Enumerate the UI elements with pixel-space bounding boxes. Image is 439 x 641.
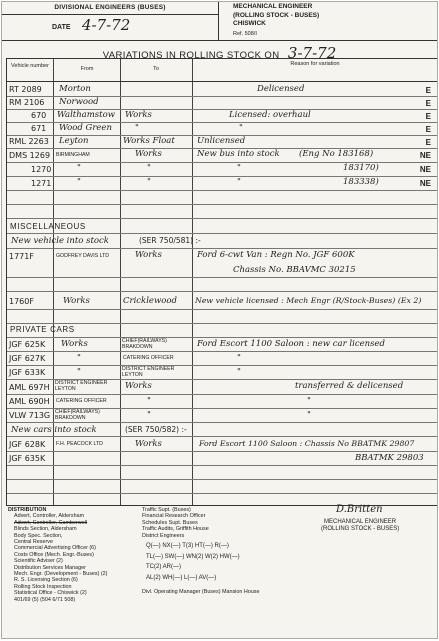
list-item: Scientific Adviser (2)	[14, 558, 63, 565]
vehicle-number: AML 697H	[9, 383, 50, 392]
reason-cell: "	[237, 367, 241, 377]
list-item: Blinds Section, Aldersham	[14, 526, 77, 533]
mark-cell: E	[425, 138, 431, 147]
to-cell: "	[135, 123, 139, 133]
signature: D.Britten	[336, 504, 383, 515]
from-cell: CHIEF(RAILWAYS) BRAKDOWN	[55, 409, 100, 421]
reason-cell: transferred & delicensed	[295, 381, 404, 391]
header-right-line3: CHISWICK	[233, 20, 266, 27]
from-cell: Walthamstow	[57, 110, 115, 120]
from-cell: DISTRICT ENGINEER LEYTON	[55, 380, 108, 392]
vehicle-number: JGF 633K	[9, 368, 46, 377]
title-date: 3-7-72	[287, 44, 337, 62]
document-page	[1, 1, 438, 639]
vehicle-number: RML 2263	[9, 137, 49, 146]
list-item: Distribution Services Manager	[14, 564, 86, 571]
reason-cell: Licensed: overhaul	[229, 110, 311, 120]
list-item: 401/69 (5) (504 6/71 508)	[14, 596, 76, 603]
to-cell: Works	[135, 439, 162, 449]
misc-heading: MISCELLANEOUS	[10, 222, 86, 231]
to-cell: Works	[125, 381, 152, 391]
list-item: Central Reserve	[14, 539, 53, 546]
from-cell: GODFREY DAVIS LTD	[56, 253, 110, 259]
to-cell: Works	[135, 149, 162, 159]
from-cell: Leyton	[59, 136, 89, 146]
from-cell: Works	[63, 296, 90, 306]
distribution-list	[8, 507, 107, 603]
reason-cell: Ford 6-cwt Van : Regn No. JGF 600K	[197, 250, 355, 260]
vehicle-number: RM 2106	[9, 98, 45, 107]
reason-cell: New bus into stock	[197, 149, 280, 159]
header-right-line2: (ROLLING STOCK - BUSES)	[233, 12, 320, 19]
reason-cell: "	[307, 410, 311, 420]
reason-cell: BBATMK 29803	[355, 453, 424, 463]
vehicle-number: 671	[31, 124, 47, 133]
vehicle-number: 1271	[31, 179, 52, 188]
reason-cell: Ford Escort 1100 Saloon : Chassis No BBATMK 29807	[199, 439, 415, 448]
mark-cell: E	[425, 86, 431, 95]
vehicle-number: JGF 628K	[9, 440, 46, 449]
reason-cell: New vehicle licensed : Mech Engr (R/Stock-Buses) (Ex 2)	[195, 296, 422, 305]
to-cell: DISTRICT ENGINEER LEYTON	[122, 366, 175, 378]
list-item: Advert, Controller, Aldersham	[14, 513, 85, 520]
list-item: Mech. Engr. (Development - Buses) (2)	[14, 571, 108, 578]
reason-cell: "	[239, 123, 243, 133]
list-item: Statistical Office - Chiswick (2)	[14, 590, 87, 597]
list-item: Rolling Stock Inspection	[14, 583, 72, 590]
signature-title: MECHANICAL ENGINEER	[324, 519, 397, 525]
from-cell: "	[77, 163, 81, 173]
header-right	[219, 2, 437, 41]
to-cell: CATERING OFFICER	[123, 355, 174, 361]
dept-title: DIVISIONAL ENGINEERS (BUSES)	[54, 4, 166, 11]
col-vehicle: Vehicle number	[11, 63, 49, 69]
to-cell: CHIEF(RAILWAYS) BRAKDOWN	[122, 338, 167, 350]
private-heading: PRIVATE CARS	[10, 325, 75, 334]
from-cell: BIRMINGHAM	[56, 152, 90, 158]
list-item: Advert, Controller, Camberwell	[14, 519, 88, 526]
from-cell: Morton	[59, 84, 91, 94]
from-cell: "	[77, 353, 81, 363]
from-cell: F.H. PEACOCK LTD	[56, 441, 103, 447]
vehicle-number: 1771F	[9, 252, 34, 261]
list-item: District Engineers	[142, 532, 185, 539]
to-cell: Works	[135, 250, 162, 260]
table-header	[7, 59, 437, 82]
private-ser: (SER 750/582) :-	[125, 425, 187, 434]
from-cell: "	[77, 177, 81, 187]
list-item: R. S. Licensing Section (6)	[14, 577, 78, 584]
list-item: Traffic Supt. (Buses)	[142, 507, 191, 513]
code-line: TC(2) AR(—)	[146, 564, 181, 570]
vehicle-number: 670	[31, 111, 47, 120]
mark-cell: E	[425, 99, 431, 108]
col-from: From	[80, 66, 94, 72]
reason-cell: "	[237, 163, 241, 173]
to-cell: "	[147, 163, 151, 173]
reason-cell: "	[307, 396, 311, 406]
code-line: Q(—) NX(—) T(3) HT(—) R(—)	[146, 543, 229, 549]
header-left	[2, 2, 219, 41]
mark-cell: NE	[419, 165, 431, 174]
engine-number: 183338)	[343, 177, 379, 187]
reason-cell: Unlicensed	[197, 136, 246, 146]
from-cell: Works	[61, 339, 88, 349]
list-item: Financial Research Officer	[142, 513, 206, 520]
header-right-line1: MECHANICAL ENGINEER	[233, 3, 313, 10]
to-cell: "	[147, 177, 151, 187]
vehicle-number: 1270	[31, 165, 52, 174]
list-item: Body Spec. Section,	[14, 532, 63, 539]
to-cell: "	[147, 396, 151, 406]
list-item: Commercial Advertising Officer (6)	[14, 545, 96, 552]
engine-number: 183170)	[343, 163, 379, 173]
title-text: VARIATIONS IN ROLLING STOCK ON	[102, 50, 280, 61]
to-cell: Works	[125, 110, 152, 120]
date-label: DATE	[52, 24, 71, 31]
list-item: Schedules Supt. Buses	[142, 519, 198, 526]
list-item: Traffic Audits, Griffith House	[142, 526, 209, 533]
reason-cell: "	[237, 353, 241, 363]
list-item: Costs Office (Mech. Engr.-Buses)	[14, 551, 94, 558]
engine-number: (Eng No 183168)	[299, 149, 374, 159]
reason-cell: "	[237, 177, 241, 187]
mark-cell: NE	[419, 151, 431, 160]
code-line: AL(2) WH(—) L(—) AV(—)	[146, 574, 217, 581]
divl-manager: Divl. Operating Manager (Buses) Mansion House	[142, 589, 260, 595]
reason-cell: Ford Escort 1100 Saloon : new car licensed	[197, 339, 385, 349]
to-cell: Works Float	[123, 136, 175, 146]
to-cell: "	[147, 410, 151, 420]
col-to: To	[153, 66, 159, 72]
distribution-list-2	[142, 507, 209, 539]
vehicle-number: AML 690H	[9, 397, 50, 406]
vehicle-number: JGF 627K	[9, 354, 46, 363]
vehicle-number: JGF 635K	[9, 454, 46, 463]
from-cell: "	[77, 367, 81, 377]
vehicle-number: 1760F	[9, 297, 34, 306]
misc-ser: (SER 750/581) :-	[139, 236, 201, 245]
distribution-footer	[6, 505, 436, 637]
distribution-title: DISTRIBUTION	[8, 507, 47, 513]
header-ref: Ref. 508/I	[233, 31, 257, 37]
reason-cell: Delicensed	[257, 84, 305, 94]
from-cell: Wood Green	[59, 123, 112, 133]
mark-cell: NE	[419, 179, 431, 188]
district-codes	[146, 541, 240, 583]
vehicle-number: RT 2089	[9, 85, 42, 94]
vehicle-number: JGF 625K	[9, 340, 46, 349]
signature-dept: (ROLLING STOCK - BUSES)	[321, 526, 400, 532]
vehicle-number: DMS 1269	[9, 151, 51, 160]
reason-cell-2: Chassis No. BBAVMC 30215	[233, 265, 356, 275]
mark-cell: E	[425, 112, 431, 121]
to-cell: Cricklewood	[123, 296, 177, 306]
mark-cell: E	[425, 125, 431, 134]
vehicle-number: VLW 713G	[9, 411, 51, 420]
date-value: 4-7-72	[82, 16, 131, 34]
variations-table	[6, 58, 438, 506]
from-cell: Norwood	[59, 97, 99, 107]
private-note: New cars into stock	[11, 425, 97, 435]
code-line: TL(—) SW(—) WN(2) W(2) HW(—)	[146, 553, 240, 560]
col-reason: Reason for variation	[290, 61, 340, 67]
from-cell: CATERING OFFICER	[56, 398, 107, 404]
misc-note: New vehicle into stock	[11, 236, 109, 246]
